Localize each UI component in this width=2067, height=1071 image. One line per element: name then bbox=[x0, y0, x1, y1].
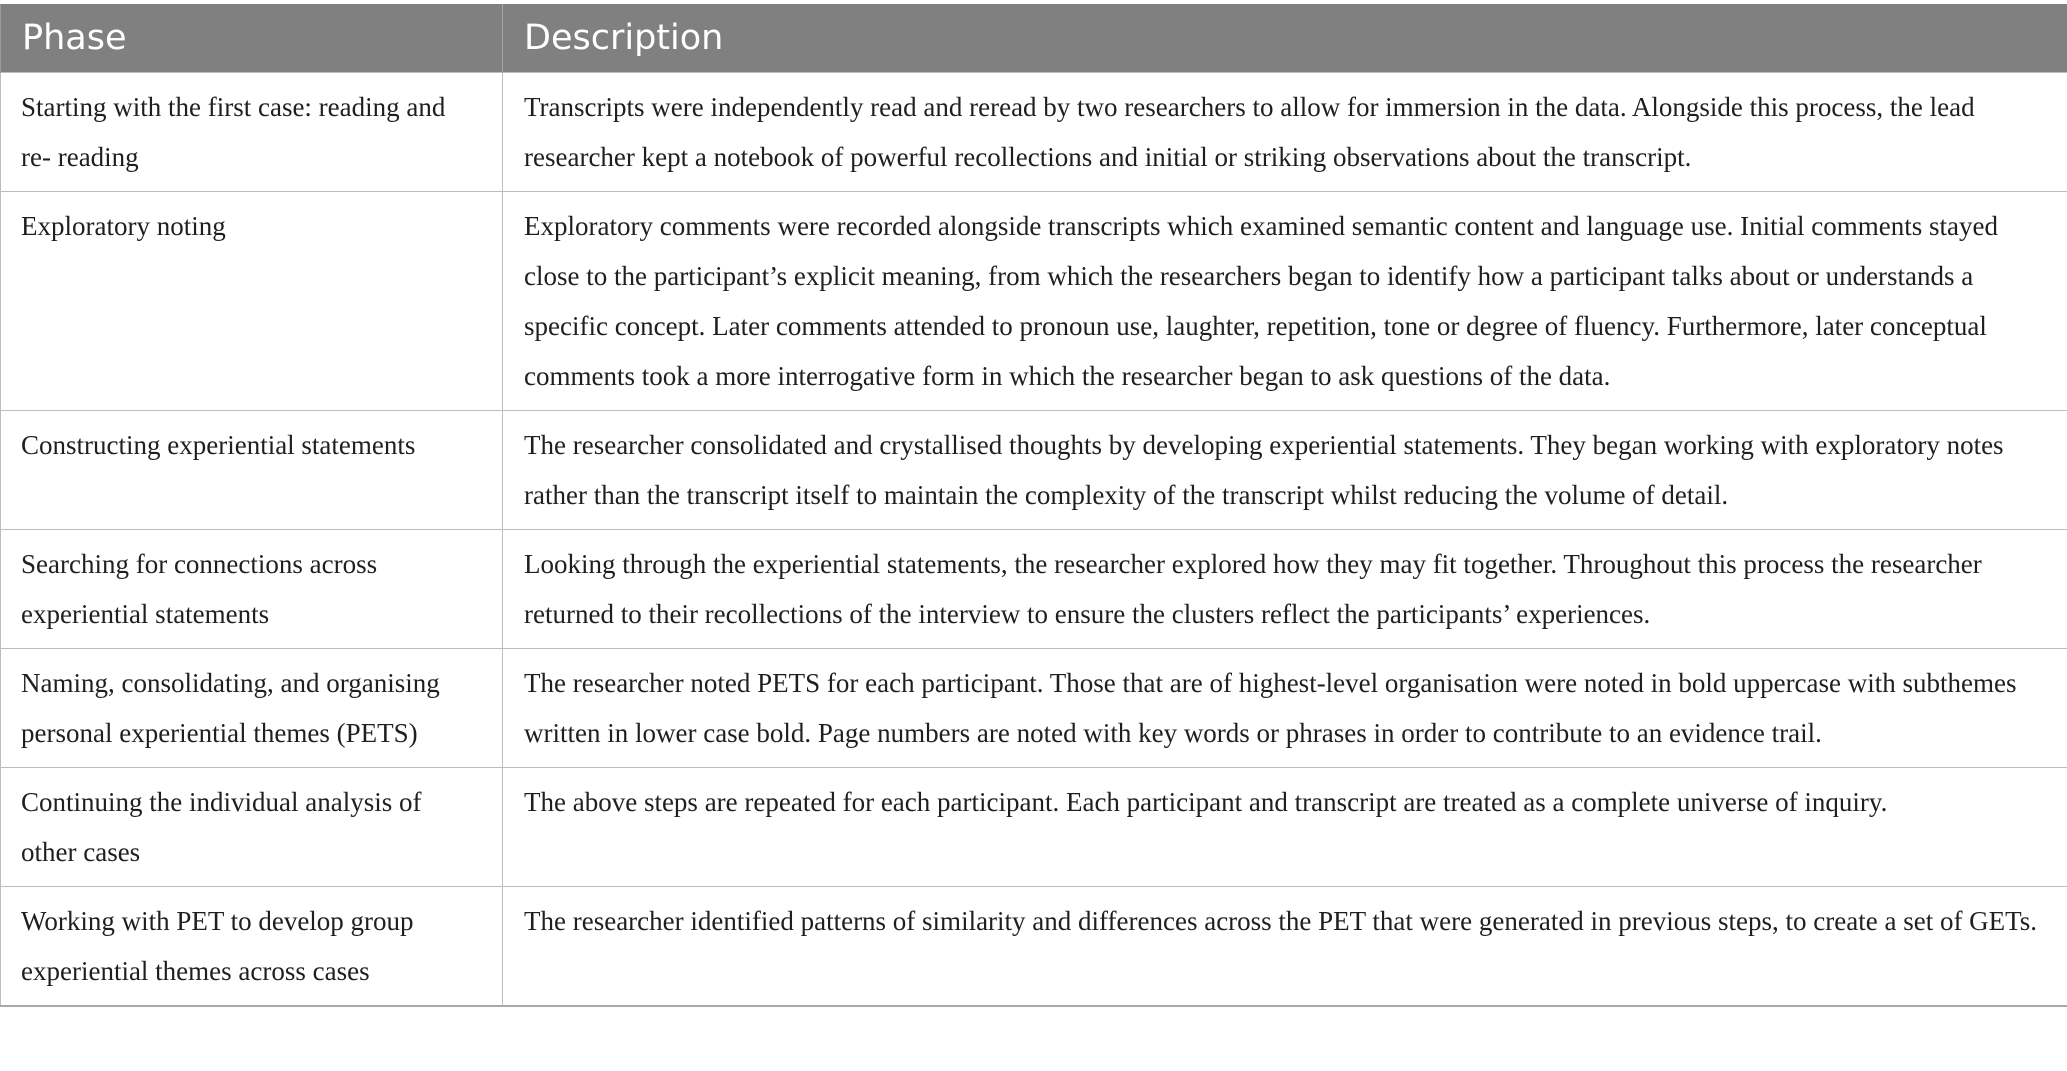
description-cell: Looking through the experiential statements, the researcher explored how they may fit together. Throughout this process the researcher returned to their recollections of the interview to ensure the clusters reflect the participants’ experiences. bbox=[503, 530, 2067, 649]
description-cell: The researcher consolidated and crystallised thoughts by developing experiential statements. They began working with exploratory notes rather than the transcript itself to maintain the complexity of the transcript whilst reducing the volume of detail. bbox=[503, 411, 2067, 530]
column-header-phase: Phase bbox=[1, 4, 503, 73]
header-row bbox=[1, 4, 2067, 73]
table-row bbox=[1, 73, 2067, 192]
description-cell: Transcripts were independently read and reread by two researchers to allow for immersion in the data. Alongside this process, the lead researcher kept a notebook of powerful recollections and initial or striking observations about the transcript. bbox=[503, 73, 2067, 192]
phases-table bbox=[0, 4, 2067, 1007]
description-cell: The researcher identified patterns of similarity and differences across the PET that were generated in previous steps, to create a set of GETs. bbox=[503, 887, 2067, 1007]
table-row bbox=[1, 411, 2067, 530]
table-row bbox=[1, 768, 2067, 887]
table-row bbox=[1, 649, 2067, 768]
column-header-description: Description bbox=[503, 4, 2067, 73]
table-row bbox=[1, 887, 2067, 1007]
table-row bbox=[1, 530, 2067, 649]
phase-cell: Continuing the individual analysis of other cases bbox=[1, 768, 503, 887]
table-row bbox=[1, 192, 2067, 411]
phases-table-container bbox=[0, 4, 2067, 1007]
phase-cell: Searching for connections across experiential statements bbox=[1, 530, 503, 649]
phase-cell: Constructing experiential statements bbox=[1, 411, 503, 530]
phase-cell: Starting with the first case: reading and re- reading bbox=[1, 73, 503, 192]
description-cell: The researcher noted PETS for each participant. Those that are of highest-level organisation were noted in bold uppercase with subthemes written in lower case bold. Page numbers are noted with key words or phrases in order to contribute to an evidence trail. bbox=[503, 649, 2067, 768]
table-header bbox=[1, 4, 2067, 73]
phase-cell: Naming, consolidating, and organising personal experiential themes (PETS) bbox=[1, 649, 503, 768]
table-body bbox=[1, 73, 2067, 1007]
phase-cell: Working with PET to develop group experiential themes across cases bbox=[1, 887, 503, 1007]
description-cell: Exploratory comments were recorded alongside transcripts which examined semantic content and language use. Initial comments stayed close to the participant’s explicit meaning, from which the researchers began to identify how a participant talks about or understands a specific concept. Later comments attended to pronoun use, laughter, repetition, tone or degree of fluency. Furthermore, later conceptual comments took a more interrogative form in which the researcher began to ask questions of the data. bbox=[503, 192, 2067, 411]
description-cell: The above steps are repeated for each participant. Each participant and transcript are treated as a complete universe of inquiry. bbox=[503, 768, 2067, 887]
phase-cell: Exploratory noting bbox=[1, 192, 503, 411]
